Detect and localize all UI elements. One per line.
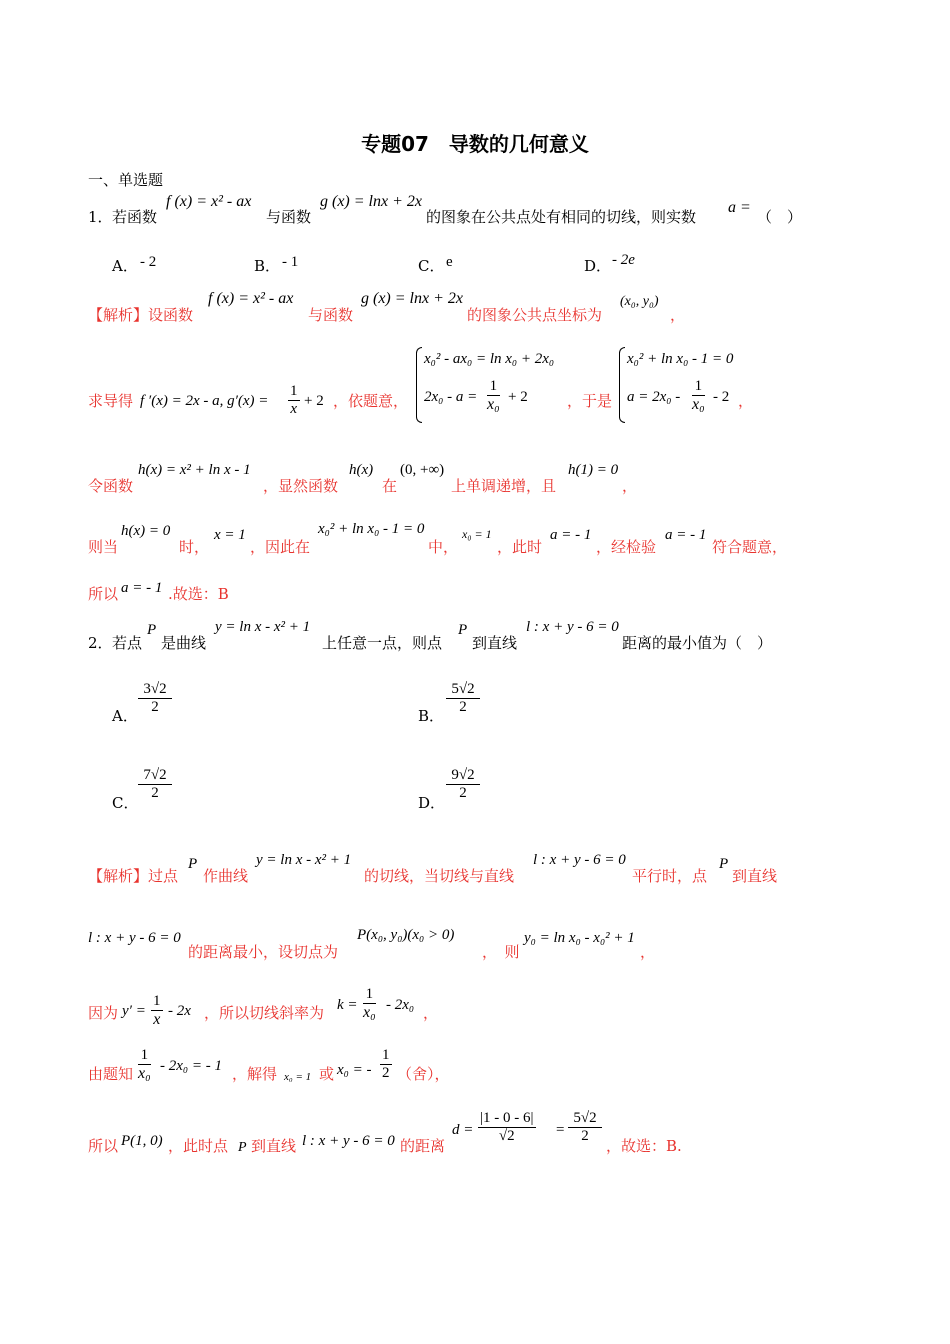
equation-line: 2x₀ - a = <box>424 389 478 405</box>
math-expression: x₀ = 1 <box>284 1071 312 1083</box>
question-text: 若点 <box>112 634 143 652</box>
math-expression: f (x) = x² - ax <box>166 193 252 210</box>
solution-text: 中， <box>428 538 459 556</box>
option-value: - 2 <box>140 254 157 270</box>
math-expression: y₀ = ln x₀ - x₀² + 1 <box>524 930 635 946</box>
page-title: 专题07 导数的几何意义 <box>361 132 589 156</box>
math-expression: d = <box>452 1122 474 1138</box>
math-expression: l : x + y - 6 = 0 <box>533 852 626 868</box>
math-expression: l : x + y - 6 = 0 <box>302 1133 395 1149</box>
equation-line: x₀² + ln x₀ - 1 = 0 <box>627 351 734 367</box>
question-number: 2． <box>88 634 113 652</box>
math-expression: l : x + y - 6 = 0 <box>526 619 619 635</box>
equation-line: - 2 <box>713 389 730 405</box>
solution-text: ， <box>670 306 686 324</box>
math-expression: y = ln x - x² + 1 <box>256 852 352 868</box>
math-expression: (x₀, y₀) <box>620 294 659 309</box>
question-text: 上任意一点，则点 <box>322 634 443 652</box>
math-expression: y = ln x - x² + 1 <box>215 619 311 635</box>
option-label: A． <box>112 707 138 725</box>
solution-text: 到直线 <box>251 1137 297 1155</box>
math-expression: f ′(x) = 2x - a, g′(x) = <box>140 393 269 409</box>
solution-text: 【解析】设函数 <box>88 306 194 324</box>
equation-line: a = 2x₀ - <box>627 389 681 405</box>
fraction: 1 x <box>290 383 298 417</box>
solution-text: ， <box>423 1004 439 1022</box>
solution-text: 所以 <box>88 1137 119 1155</box>
option-label: C． <box>112 794 139 812</box>
math-expression: P <box>147 622 157 638</box>
math-expression: a = - 1 <box>121 580 163 596</box>
question-text: 距离的最小值为（ ） <box>622 634 773 652</box>
question-text: 与函数 <box>266 208 312 226</box>
solution-text: ， <box>738 392 754 410</box>
math-expression: x = 1 <box>214 527 246 543</box>
solution-text: 在 <box>382 477 398 495</box>
question-text: 是曲线 <box>161 634 207 652</box>
solution-text: （舍）， <box>397 1065 450 1083</box>
math-expression: g (x) = lnx + 2x <box>361 290 463 307</box>
math-expression: P <box>238 1140 247 1155</box>
solution-text: ，故选：B. <box>606 1137 682 1155</box>
solution-text: ，解得 <box>232 1065 278 1083</box>
option-fraction: 9√2 2 <box>446 767 480 802</box>
solution-text: ，于是 <box>567 392 613 410</box>
math-expression: x₀ = 1 <box>462 527 492 541</box>
math-expression: k = <box>337 997 358 1013</box>
option-label: B． <box>418 707 445 725</box>
solution-text: 求导得 <box>88 392 134 410</box>
solution-text: ， <box>640 943 656 961</box>
solution-text: ，此时点 <box>168 1137 229 1155</box>
math-expression: l : x + y - 6 = 0 <box>88 930 181 946</box>
option-value: - 2e <box>612 252 635 268</box>
math-expression: - 2x <box>168 1003 191 1019</box>
fraction: 1 x₀ <box>138 1047 151 1082</box>
solution-text: 作曲线 <box>203 867 249 885</box>
math-expression: f (x) = x² - ax <box>208 290 294 307</box>
solution-text: 的图象公共点坐标为 <box>467 306 603 324</box>
solution-text: ，显然函数 <box>263 477 339 495</box>
solution-text: ， 则 <box>482 943 520 961</box>
math-expression: (0, +∞) <box>400 462 445 478</box>
solution-text: 由题知 <box>88 1065 134 1083</box>
solution-text: ，所以切线斜率为 <box>204 1004 325 1022</box>
fraction: 5√2 2 <box>568 1110 602 1145</box>
solution-text: ， <box>622 477 638 495</box>
math-expression: y′ = <box>122 1003 146 1019</box>
solution-text: 时， <box>179 538 210 556</box>
math-expression: a = - 1 <box>665 527 707 543</box>
option-label: B． <box>254 257 281 275</box>
question-text: （ ） <box>757 208 803 226</box>
solution-text: 则当 <box>88 538 119 556</box>
math-expression: P <box>458 622 468 638</box>
solution-text: 上单调递增，且 <box>451 477 557 495</box>
option-label: A． <box>112 257 138 275</box>
question-text: 的图象在公共点处有相同的切线，则实数 <box>426 208 697 226</box>
section-heading: 一、单选题 <box>88 171 164 189</box>
math-expression: h(x) = 0 <box>121 523 171 539</box>
option-fraction: 7√2 2 <box>138 767 172 802</box>
option-fraction: 3√2 2 <box>138 681 172 716</box>
math-expression: h(1) = 0 <box>568 462 619 478</box>
solution-text: 符合题意， <box>712 538 788 556</box>
solution-text: 【解析】过点 <box>88 867 179 885</box>
math-expression: - 2x₀ = - 1 <box>160 1058 222 1074</box>
math-expression: a = - 1 <box>550 527 592 543</box>
math-expression: h(x) <box>349 462 374 478</box>
math-expression: P(x₀, y₀)(x₀ > 0) <box>357 927 455 943</box>
solution-text: 的距离 <box>400 1137 446 1155</box>
math-expression: + 2 <box>304 393 324 409</box>
question-number: 1． <box>88 208 113 226</box>
math-expression: x₀ = - <box>337 1062 372 1078</box>
solution-text: 的距离最小，设切点为 <box>188 943 339 961</box>
solution-text: 因为 <box>88 1004 119 1022</box>
question-text: 到直线 <box>472 634 518 652</box>
option-label: C． <box>418 257 445 275</box>
solution-text: ，此时 <box>497 538 543 556</box>
math-expression: P <box>188 856 198 872</box>
solution-text: 与函数 <box>308 306 354 324</box>
system-brace <box>416 347 422 423</box>
solution-text: 所以 <box>88 585 119 603</box>
fraction: |1 - 0 - 6| √2 <box>480 1110 534 1144</box>
fraction: 1 x₀ <box>692 378 705 413</box>
solution-text: ，依题意， <box>333 392 409 410</box>
fraction: 1 x <box>153 993 161 1028</box>
math-expression: - 2x₀ <box>386 997 415 1013</box>
math-expression: P(1, 0) <box>121 1133 163 1149</box>
math-expression: g (x) = lnx + 2x <box>320 193 422 210</box>
equation-line: + 2 <box>508 389 528 405</box>
math-expression: h(x) = x² + ln x - 1 <box>138 462 251 478</box>
option-value: - 1 <box>282 254 299 270</box>
math-expression: a = <box>728 199 751 216</box>
fraction: 1 x₀ <box>487 378 500 413</box>
solution-text: 到直线 <box>732 867 778 885</box>
solution-text: 令函数 <box>88 477 134 495</box>
solution-text: 或 <box>319 1065 335 1083</box>
question-text: 若函数 <box>112 208 158 226</box>
option-value: e <box>446 254 453 270</box>
math-expression: = <box>556 1122 565 1138</box>
fraction: 1 x₀ <box>363 986 376 1021</box>
option-label: D． <box>584 257 612 275</box>
solution-text: .故选：B <box>168 585 229 603</box>
option-label: D． <box>418 794 446 812</box>
math-expression: P <box>719 856 729 872</box>
option-fraction: 5√2 2 <box>446 681 480 716</box>
system-brace <box>619 347 625 423</box>
fraction: 1 2 <box>382 1047 390 1081</box>
math-expression: x₀² + ln x₀ - 1 = 0 <box>318 521 425 537</box>
equation-line: x₀² - ax₀ = ln x₀ + 2x₀ <box>424 351 555 367</box>
solution-text: 平行时，点 <box>632 867 708 885</box>
solution-text: ，因此在 <box>250 538 311 556</box>
solution-text: ，经检验 <box>596 538 657 556</box>
solution-text: 的切线，当切线与直线 <box>364 867 515 885</box>
